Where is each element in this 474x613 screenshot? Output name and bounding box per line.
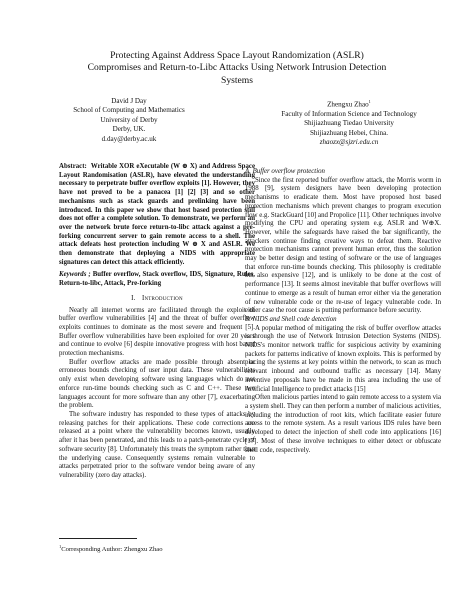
keywords-label: Keywords ;: [59, 271, 91, 279]
author-city: Derby, UK.: [112, 125, 146, 134]
abstract-text: Writable XOR eXecutable (W ⊕ X) and Address Space Layout Randomisation (ASLR), have elevated the understanding necessary to perpetrate buffer overflow exploits [1]. However, they have not proved to be a panacea [1] [2] [3] and so other mechanisms such as stack guards and prelinking have been introduced. In this paper we show that host based protection still does not offer a complete solution. To demonstrate, we perform an over the network brute force return-to-libc attack against a pre-forking concurrent server to gain remote access to a shell. The attack defeats host protection including W ⊕ X and ASLR. We then demonstrate that deploying a NIDS with appropriate signatures can detect this attack efficiently.: [59, 163, 255, 266]
author-name: Zhengxu Zhao: [327, 100, 369, 109]
footnote-mark: 1: [59, 544, 62, 549]
section-number: I.: [131, 294, 136, 302]
author-organization: University of Derby: [100, 115, 158, 124]
title-line-2: Compromises and Return-to-Libc Attacks Using Network Intrusion Detection: [87, 62, 387, 74]
footnote-text: Corresponding Author: Zhengxu Zhao: [61, 546, 163, 554]
left-column: [59, 163, 255, 481]
author-name-line: [256, 97, 442, 110]
footnote: [59, 543, 163, 554]
subsection-b-paragraph-2: Often malicious parties intend to gain remote access to a system via a system shell. They can then perform a number of malicious activities, including the introduction of root kits, which facilitate easier future access to the remote system. As a result various IDS rules have been developed to detect the injection of shell code into applications [16] [17]. Most of these involve techniques to either detect or obfuscate shell code, respectively.: [245, 394, 441, 454]
author-department: School of Computing and Mathematics: [73, 106, 185, 115]
intro-paragraph-3: The software industry has responded to these types of attacks by releasing patches for their applications. These code corrections are released at a point where the vulnerability becomes known, usually after it has been penetrated, and this leads to a patch-penetrate cycle of software security [8]. Unfortunately this treats the symptom rather than the underlying cause. Consequently systems remain vulnerable to attacks perpetrated prior to the software vendor being aware of any vulnerability (zero day attacks).: [59, 410, 255, 479]
abstract-label: Abstract:: [59, 163, 87, 170]
title-line-1: Protecting Against Address Space Layout Randomization (ASLR): [110, 50, 364, 61]
section-title: Introduction: [142, 294, 183, 302]
author-name: David J Day: [111, 97, 147, 105]
subsection-heading-a: A. Buffer overflow protection: [245, 168, 325, 175]
right-column: [245, 163, 441, 455]
keywords: [59, 271, 255, 288]
author-footnote-mark: 1: [368, 99, 371, 104]
author-block-day: [54, 97, 204, 144]
author-email: zhaozx@sjzri.edu.cn: [319, 137, 379, 146]
author-city: Shijiazhuang Hebei, China.: [309, 128, 388, 137]
subsection-b-paragraph-1: A popular method of mitigating the risk of buffer overflow attacks is through the use of Network Intrusion Detection Systems (NIDS). NIDS's monitor network traffic for suspicious activity by examining packets for patterns indicative of known exploits. This is performed by placing the systems at key points within the network, to scan as much relevant inbound and outbound traffic as necessary [14]. Many inventive proposals have be made in this area including the use of Artificial Intelligence to predict attacks [15]: [245, 324, 441, 393]
intro-paragraph-2: Buffer overflow attacks are made possible through absent or erroneous bounds checking of user input data. These vulnerabilities only exist when developing software using languages which do not enforce run-time bounds checking such as C and C++. These two languages account for more software than any other [7], exacerbating the problem.: [59, 358, 255, 410]
intro-paragraph-1: Nearly all internet worms are facilitated through the exploit of buffer overflow vulnerabilities [4] and the threat of buffer overflow exploits continues to dominate as the most severe and frequent [5]. Buffer overflow vulnerabilities have been exploited for over 20 years and continue to evolve [6] despite innovative progress with host based protection mechanisms.: [59, 306, 255, 358]
paper-title: [30, 50, 444, 87]
author-email: d.day@derby.ac.uk: [101, 134, 157, 143]
keywords-text: Buffer overflow, Stack overflow, IDS, Signature, Rules, Return-to-libc, Attack, Pre-forking: [59, 271, 255, 288]
author-organization: Shijiazhuang Tiedao University: [304, 119, 394, 128]
subsection-a-paragraph: Since the first reported buffer overflow attack, the Morris worm in 1988 [9], system designers have been developing protection mechanisms to eradicate them. Most have proposed host based protection mechanisms which prevent changes to program execution flow e.g. StackGuard [10] and Propolice [11]. Other techniques involve modifying the CPU and operating system e.g. ASLR and W⊕X. However, while the safeguards have raised the bar significantly, the attackers continue finding creative ways to defeat them. Reactive protection mechanisms cannot prevent human error, thus the solution may be better design and testing of software or the use of languages that enforce run-time bounds checking. This philosophy is creditable but also expensive [12], and is unlikely to be done at the cost of performance [13]. It seems almost inevitable that buffer overflows will continue to emerge as a result of human error either via the generation of new vulnerable code or the re-use of legacy vulnerable code. In either case the root cause is putting performance before security.: [245, 176, 441, 315]
author-block-zhao: [256, 97, 442, 147]
footnote-rule: [59, 538, 137, 539]
subsection-heading-b: B. NIDS and Shell code detection: [245, 315, 337, 323]
abstract: [59, 163, 255, 267]
author-department: Faculty of Information Science and Technology: [281, 109, 417, 118]
title-line-3: Systems: [221, 74, 253, 86]
section-heading-introduction: [59, 295, 255, 304]
